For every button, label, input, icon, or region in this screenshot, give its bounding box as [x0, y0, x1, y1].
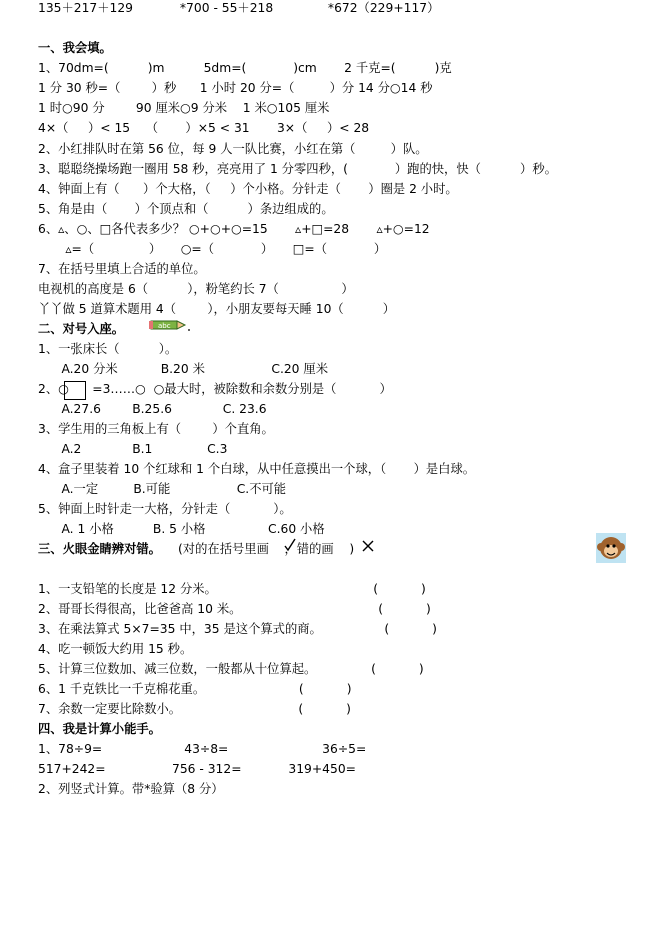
- line-s2-q3: 3、学生用的三角板上有（ ）个直角。: [38, 422, 274, 436]
- line-s4-q1a: 1、78÷9= 43÷8= 36÷5=: [38, 742, 367, 756]
- line-s2-q5o: A. 1 小格 B. 5 小格 C.60 小格: [38, 522, 325, 536]
- line-s2-q1o: A.20 分米 B.20 米 C.20 厘米: [38, 362, 328, 376]
- line-s1-q5: 5、角是由（ ）个顶点和（ ）条边组成的。: [38, 202, 334, 216]
- line-s3-q6: 6、1 千克铁比一千克棉花重。 ( ): [38, 682, 352, 696]
- line-s1-q1a: 1、70dm=( )m 5dm=( )cm 2 千克=( )克: [38, 61, 452, 75]
- svg-text:abc: abc: [158, 322, 171, 330]
- line-s1-q6a: 6、▵、○、□各代表多少？ ○+○+○=15 ▵+□=28 ▵+○=12: [38, 222, 430, 236]
- line-s4-title: 四、我是计算小能手。: [38, 722, 161, 736]
- line-s1-q6b: ▵=（ ） ○=（ ） □=（ ）: [38, 242, 387, 256]
- monkey-face-icon: [596, 533, 626, 563]
- line-s2-q1: 1、一张床长（ ）。: [38, 342, 178, 356]
- line-s3-q1: 1、一支铅笔的长度是 12 分米。 ( ): [38, 582, 426, 596]
- line-s1-q1c: 1 时○90 分 90 厘米○9 分米 1 米○105 厘米: [38, 101, 330, 115]
- line-s3-q2: 2、哥哥长得很高，比爸爸高 10 米。 ( ): [38, 602, 431, 616]
- line-s1-q7a: 电视机的高度是 6（ ），粉笔约长 7（ ）: [38, 282, 354, 296]
- line-s1-q7b: 丫丫做 5 道算术题用 4（ ），小朋友要每天睡 10（ ）: [38, 302, 396, 316]
- line-s1-q1b: 1 分 30 秒=（ ）秒 1 小时 20 分=（ ）分 14 分○14 秒: [38, 81, 433, 95]
- line-s2-q4: 4、盒子里装着 10 个红球和 1 个白球，从中任意摸出一个球，（ ）是白球。: [38, 462, 476, 476]
- line-s3-q7: 7、余数一定要比除数小。 ( ): [38, 702, 351, 716]
- line-s4-q2a: 135＋217＋129 *700 - 55＋218 *672（229+117）: [38, 1, 440, 15]
- line-s3-title: 三、火眼金睛辨对错。: [38, 542, 161, 556]
- blank-box: [64, 381, 86, 400]
- line-s1-q3: 3、聪聪绕操场跑一圈用 58 秒，亮亮用了 1 分零四秒，( ）跑的快，快（ ）秒。: [38, 162, 557, 176]
- check-mark-icon: [284, 538, 296, 552]
- line-s3-note: (对的在括号里画 ，错的画 ): [178, 542, 355, 556]
- line-s1-q2: 2、小红排队时在第 56 位，每 9 人一队比赛，小红在第（ ）队。: [38, 142, 428, 156]
- line-s1-title: 一、我会填。: [38, 41, 112, 55]
- line-s2-q2o: A.27.6 B.25.6 C. 23.6: [38, 402, 267, 416]
- line-s2-q4o: A.一定 B.可能 C.不可能: [38, 482, 287, 496]
- line-s1-q4: 4、钟面上有（ ）个大格，（ ）个小格。分针走（ ）圈是 2 小时。: [38, 182, 458, 196]
- line-s2-q5: 5、钟面上时针走一大格，分针走（ ）。: [38, 502, 292, 516]
- line-s3-q4: 4、吃一顿饭大约用 15 秒。: [38, 642, 193, 656]
- line-s1-q1d: 4×（ ）< 15 （ ）×5 < 31 3×（ ）< 28: [38, 121, 370, 135]
- line-s1-q7: 7、在括号里填上合适的单位。: [38, 262, 206, 276]
- line-s4-q1b: 517+242= 756 - 312= 319+450=: [38, 762, 356, 776]
- line-s2-q2: 2、○ =3……○ ○最大时，被除数和余数分别是（ ）: [38, 382, 392, 396]
- pencil-clipart-icon: [149, 317, 193, 333]
- cross-mark-icon: [362, 540, 374, 552]
- line-s3-q5: 5、计算三位数加、减三位数，一般都从十位算起。 ( ): [38, 662, 424, 676]
- line-s4-q2: 2、列竖式计算。带*验算（8 分）: [38, 782, 224, 796]
- line-s2-q3o: A.2 B.1 C.3: [38, 442, 228, 456]
- line-s3-q3: 3、在乘法算式 5×7=35 中，35 是这个算式的商。 ( ): [38, 622, 437, 636]
- line-s2-title: 二、对号入座。: [38, 322, 125, 336]
